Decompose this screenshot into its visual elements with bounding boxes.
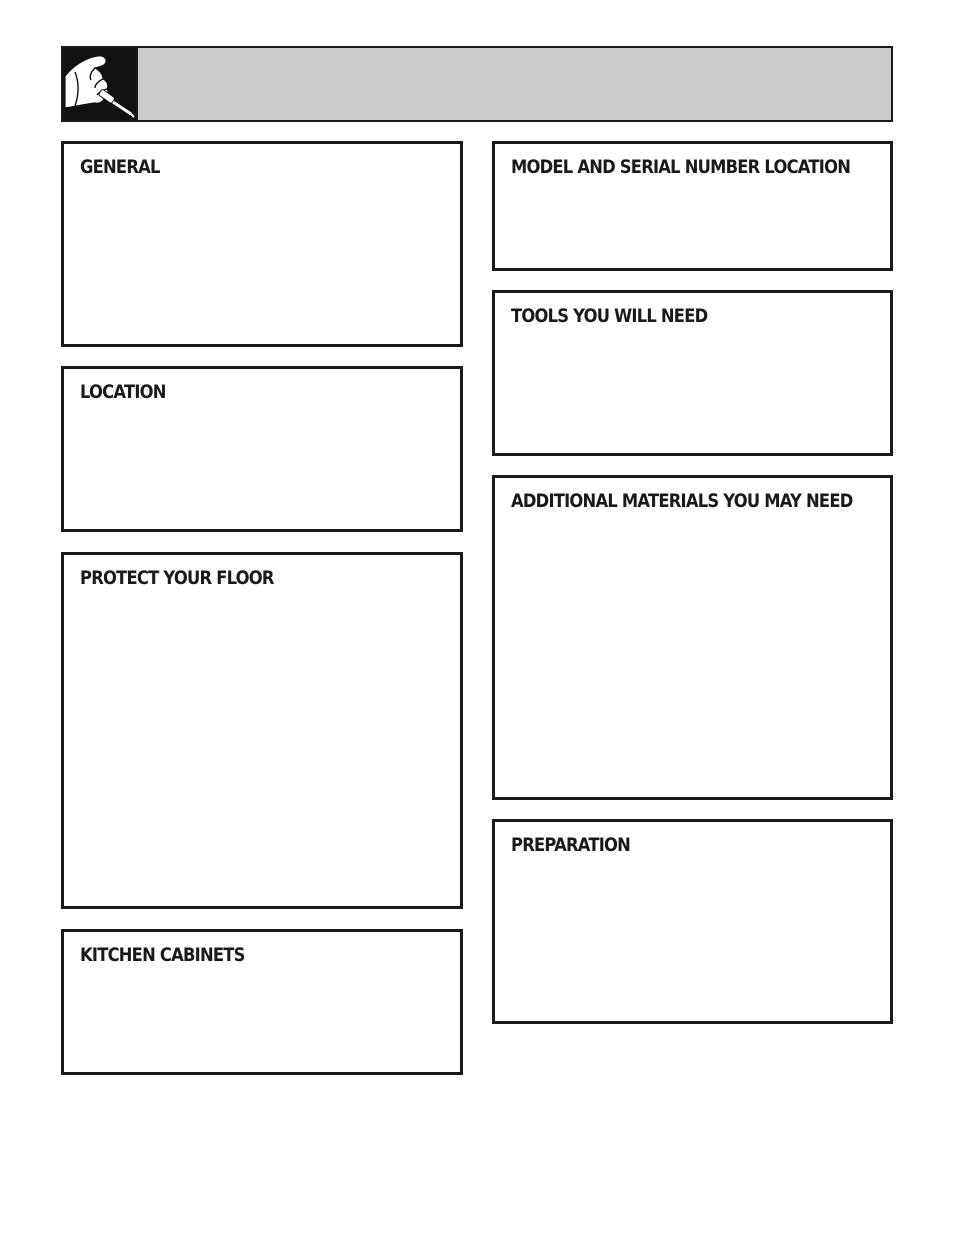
- kitchen-cabinets-heading: KITCHEN CABINETS: [80, 944, 245, 966]
- header-banner: [61, 46, 893, 122]
- hand-screwdriver-icon: [63, 48, 136, 120]
- location-heading: LOCATION: [80, 381, 166, 403]
- general-heading: GENERAL: [80, 156, 160, 178]
- protect-floor-section: [61, 552, 463, 909]
- protect-floor-heading: PROTECT YOUR FLOOR: [80, 567, 274, 589]
- tools-section: [492, 290, 893, 456]
- kitchen-cabinets-section: [61, 929, 463, 1075]
- materials-heading: ADDITIONAL MATERIALS YOU MAY NEED: [511, 490, 853, 512]
- general-section: [61, 141, 463, 347]
- location-section: [61, 366, 463, 532]
- preparation-heading: PREPARATION: [511, 834, 631, 856]
- preparation-section: [492, 819, 893, 1024]
- model-serial-heading: MODEL AND SERIAL NUMBER LOCATION: [511, 156, 851, 178]
- tools-heading: TOOLS YOU WILL NEED: [511, 305, 708, 327]
- materials-section: [492, 475, 893, 800]
- model-serial-section: [492, 141, 893, 271]
- header-icon-box: [63, 48, 138, 120]
